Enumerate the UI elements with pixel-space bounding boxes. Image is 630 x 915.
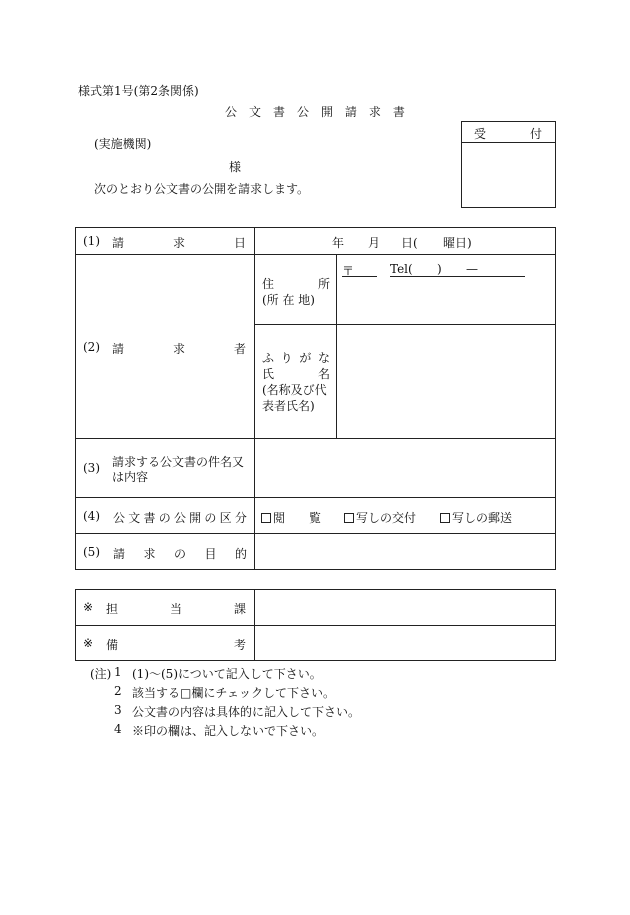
name-sublabel-1: (名称及び代 (262, 383, 327, 397)
notes-prefix: (注) (90, 667, 112, 681)
row4-num: (4) (83, 509, 100, 523)
row2-num: (2) (83, 340, 100, 354)
option-browse[interactable]: 閲 覧 (261, 509, 321, 526)
date-weekday: 曜日) (443, 236, 472, 250)
row5-label: 請 求 の 目 的 (113, 547, 247, 561)
office-mark-2: ※ (83, 636, 94, 650)
date-year: 年 (332, 236, 345, 250)
row3-label-2: は内容 (112, 470, 149, 484)
tel-label: Tel( (390, 262, 413, 276)
request-sentence: 次のとおり公文書の公開を請求します。 (94, 182, 310, 196)
row2-label: 請 求 者 (112, 342, 246, 356)
note-4-num: 4 (114, 722, 122, 736)
date-day: 日( (401, 236, 418, 250)
note-3-num: 3 (114, 703, 122, 717)
row1-num: (1) (83, 234, 100, 248)
note-1-text: (1)〜(5)について記入して下さい。 (132, 667, 322, 681)
note-3-text: 公文書の内容は具体的に記入して下さい。 (132, 705, 361, 719)
row4-label: 公 文 書 の 公 開 の 区 分 (113, 511, 247, 525)
row1-label: 請 求 日 (112, 236, 246, 250)
address-sublabel: (所 在 地) (262, 293, 315, 307)
date-month: 月 (368, 236, 381, 250)
name-label: 氏 名 (262, 367, 330, 381)
form-title: 公 文 書 公 開 請 求 書 (225, 105, 405, 119)
honorific: 様 (229, 160, 242, 174)
option-copy[interactable]: 写しの交付 (344, 509, 416, 526)
checkbox-icon[interactable] (344, 513, 354, 523)
postal-mark: 〒 (342, 264, 355, 278)
note-4-text: ※印の欄は、記入しないで下さい。 (132, 724, 325, 738)
name-sublabel-2: 表者氏名) (262, 399, 315, 413)
checkbox-icon[interactable] (440, 513, 450, 523)
reception-label: 受 付 (474, 127, 542, 141)
note-1-num: 1 (114, 665, 122, 679)
office-mark-1: ※ (83, 600, 94, 614)
row5-num: (5) (83, 545, 100, 559)
tel-close: ) (437, 262, 442, 276)
row3-label-1: 請求する公文書の件名又 (112, 455, 245, 469)
dept-label: 担 当 課 (106, 602, 246, 616)
option-mail[interactable]: 写しの郵送 (440, 509, 512, 526)
form-number: 様式第1号(第2条関係) (78, 84, 199, 98)
tel-dash: — (466, 262, 478, 276)
address-label: 住 所 (262, 277, 330, 291)
checkbox-icon[interactable] (261, 513, 271, 523)
agency-label: (実施機関) (94, 137, 152, 151)
note-2-text: 該当する□欄にチェックして下さい。 (132, 686, 335, 700)
note-2-num: 2 (114, 684, 122, 698)
furigana-label: ふ り が な (262, 351, 330, 365)
row3-num: (3) (83, 461, 100, 475)
remarks-label: 備 考 (106, 638, 246, 652)
